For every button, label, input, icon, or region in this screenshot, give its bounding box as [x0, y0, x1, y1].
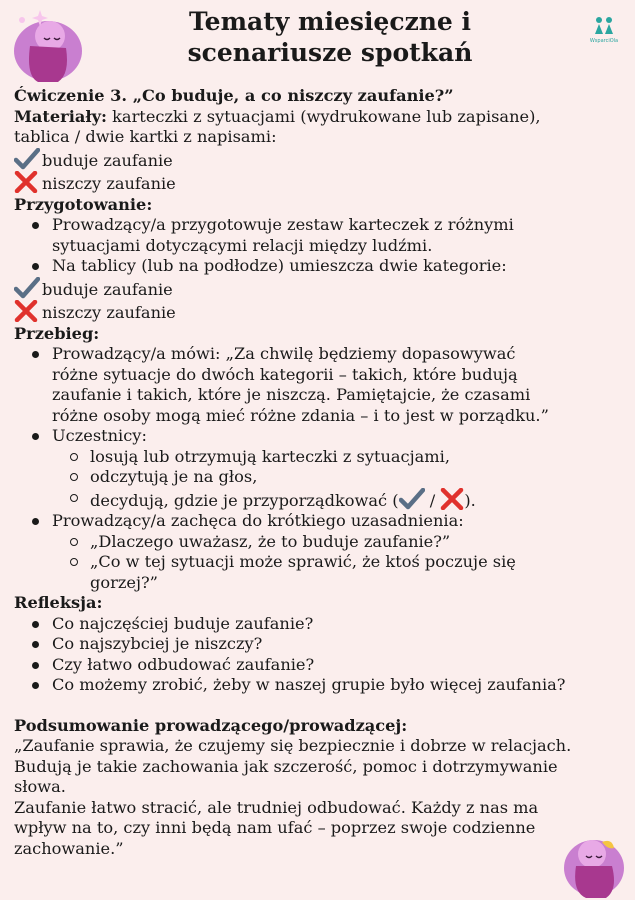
list-item: Co najczęściej buduje zaufanie? — [14, 614, 630, 635]
category-builds — [14, 148, 630, 172]
category-destroys — [14, 171, 630, 195]
summary-line: „Zaufanie sprawia, że czujemy się bezpiecznie i dobrze w relacjach. — [14, 736, 572, 755]
reflection-list — [14, 614, 630, 696]
list-item: Co możemy zrobić, żeby w naszej grupie było więcej zaufania? — [14, 675, 630, 696]
course-list — [14, 344, 630, 593]
list-item: Czy łatwo odbudować zaufanie? — [14, 655, 630, 676]
list-item: Co najszybciej je niszczy? — [14, 634, 630, 655]
reflection-heading: Refleksja: — [14, 593, 103, 612]
summary-line: Budują je takie zachowania jak szczerość, pomoc i dotrzymywanie — [14, 756, 558, 776]
sub-list-item: odczytują je na głos, — [14, 467, 630, 488]
cross-mark-icon — [14, 300, 38, 322]
course-heading: Przebieg: — [14, 323, 100, 343]
logo-icon — [593, 16, 615, 36]
list-item: Prowadzący/a przygotowuje zestaw karteczek z różnymi sytuacjami dotyczącymi relacji między ludźmi. — [14, 215, 630, 256]
heavy-check-mark-icon — [14, 148, 40, 170]
document-body — [14, 86, 630, 859]
materials-text: karteczki z sytuacjami (wydrukowane lub zapisane), — [106, 106, 541, 126]
builds-label: buduje zaufanie — [42, 150, 173, 170]
exercise-heading: Ćwiczenie 3. „Co buduje, a co niszczy zaufanie?” — [14, 86, 454, 105]
title-line-2: scenariusze spotkań — [187, 38, 473, 67]
category-destroys-2 — [14, 300, 630, 324]
materials-label: Materiały: — [14, 106, 107, 126]
summary-heading: Podsumowanie prowadzącego/prowadzącej: — [14, 715, 408, 735]
sub-list-item: decydują, gdzie je przyporządkować ( / ). — [14, 488, 630, 512]
logo-text: WsparciOla — [589, 38, 619, 44]
materials-line-1 — [14, 107, 630, 128]
person-illustration-top — [8, 6, 88, 84]
sub-list-item: losują lub otrzymują karteczki z sytuacjami, — [14, 447, 630, 468]
list-item: Uczestnicy: — [14, 426, 630, 447]
list-item: Prowadzący/a zachęca do krótkiego uzasadnienia: — [14, 511, 630, 532]
builds-label: buduje zaufanie — [42, 279, 173, 299]
list-item: Prowadzący/a mówi: „Za chwilę będziemy dopasowywać różne sytuacje do dwóch kategorii – takich, które budują zaufanie i takich, które je niszczą. Pamiętajcie, że czasami różne osoby mogą mieć różne zdania – i to jest w porządku.” — [14, 344, 630, 426]
heavy-check-mark-icon — [399, 488, 425, 510]
person-illustration-bottom — [562, 830, 628, 898]
heavy-check-mark-icon — [14, 277, 40, 299]
prep-heading: Przygotowanie: — [14, 194, 153, 214]
materials-line-2: tablica / dwie kartki z napisami: — [14, 127, 277, 146]
list-item: Na tablicy (lub na podłodze) umieszcza dwie kategorie: — [14, 256, 630, 277]
sub-list-item: „Co w tej sytuacji może sprawić, że ktoś poczuje się gorzej?” — [14, 552, 630, 593]
cross-mark-icon — [14, 171, 38, 193]
summary-line: zachowanie.” — [14, 838, 124, 858]
summary-line: słowa. — [14, 777, 66, 796]
page-title — [140, 6, 520, 68]
summary-line: Zaufanie łatwo stracić, ale trudniej odbudować. Każdy z nas ma — [14, 797, 539, 817]
prep-list — [14, 215, 630, 277]
cross-mark-icon — [440, 488, 464, 510]
destroys-label: niszczy zaufanie — [42, 174, 176, 193]
sub-list-item: „Dlaczego uważasz, że to buduje zaufanie?” — [14, 532, 630, 553]
logo — [583, 16, 625, 44]
category-builds-2 — [14, 277, 630, 301]
destroys-label: niszczy zaufanie — [42, 303, 176, 322]
summary-line: wpływ na to, czy inni będą nam ufać – poprzez swoje codzienne — [14, 818, 536, 837]
title-line-1: Tematy miesięczne i — [188, 7, 472, 36]
